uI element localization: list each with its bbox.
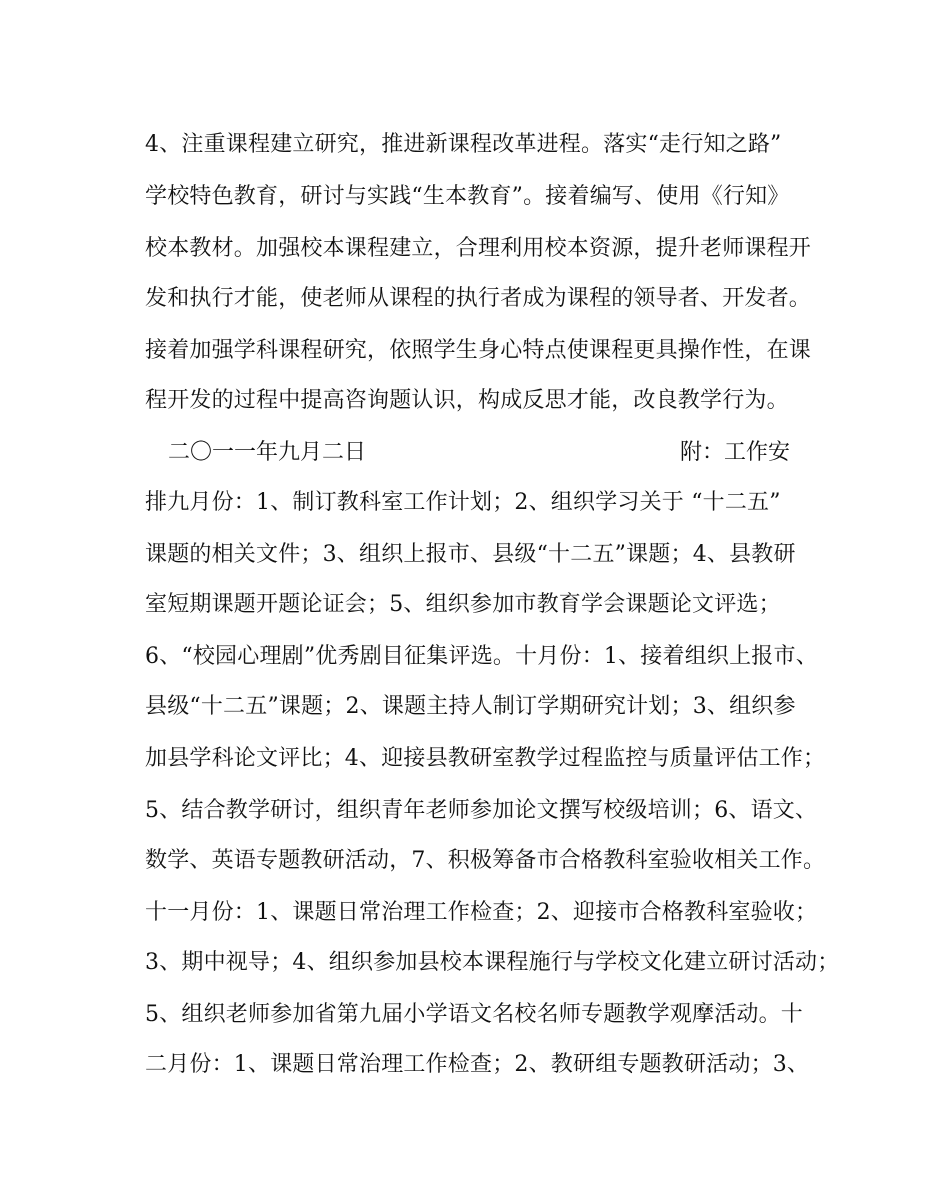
text-line: 程开发的过程中提高咨询题认识，构成反思才能，改良教学行为。 [145,388,789,413]
text-line: 室短期课题开题论证会；5、组织参加市教育学会课题论文评选； [145,592,781,617]
text-line: 加县学科论文评比；4、迎接县教研室教学过程监控与质量评估工作； [145,746,826,771]
text-line: 数学、英语专题教研活动，7、积极筹备市合格教科室验收相关工作。 [145,848,826,873]
text-line: 5、组织老师参加省第九届小学语文名校名师专题教学观摩活动。十 [145,1002,803,1027]
text-line: 十一月份：1、课题日常治理工作检查；2、迎接市合格教科室验收； [145,900,818,925]
text-line: 县级“十二五”课题；2、课题主持人制订学期研究计划；3、组织参 [145,694,796,719]
text-line: 接着加强学科课程研究，依照学生身心特点使课程更具操作性，在课 [145,338,812,363]
text-line: 学校特色教育，研讨与实践“生本教育”。接着编写、使用《行知》 [145,184,790,209]
text-line: 3、期中视导；4、组织参加县校本课程施行与学校文化建立研讨活动； [145,950,840,975]
text-line: 排九月份：1、制订教科室工作计划；2、组织学习关于 “十二五” [145,490,781,515]
text-line: 4、注重课程建立研究，推进新课程改革进程。落实“走行知之路” [145,132,782,157]
text-line: 课题的相关文件；3、组织上报市、县级“十二五”课题；4、县教研 [145,542,796,567]
text-line: 6、“校园心理剧”优秀剧目征集评选。十月份：1、接着组织上报市、 [145,644,818,669]
text-line: 5、结合教学研讨，组织青年老师参加论文撰写校级培训；6、语文、 [145,798,818,823]
appendix-heading: 附：工作安 [680,440,791,465]
text-line: 校本教材。加强校本课程建立，合理利用校本资源，提升老师课程开 [145,236,812,261]
document-date: 二〇一一年九月二日 [168,440,367,465]
text-line: 发和执行才能，使老师从课程的执行者成为课程的领导者、开发者。 [145,286,812,311]
text-line: 二月份：1、课题日常治理工作检查；2、教研组专题教研活动；3、 [145,1052,810,1077]
